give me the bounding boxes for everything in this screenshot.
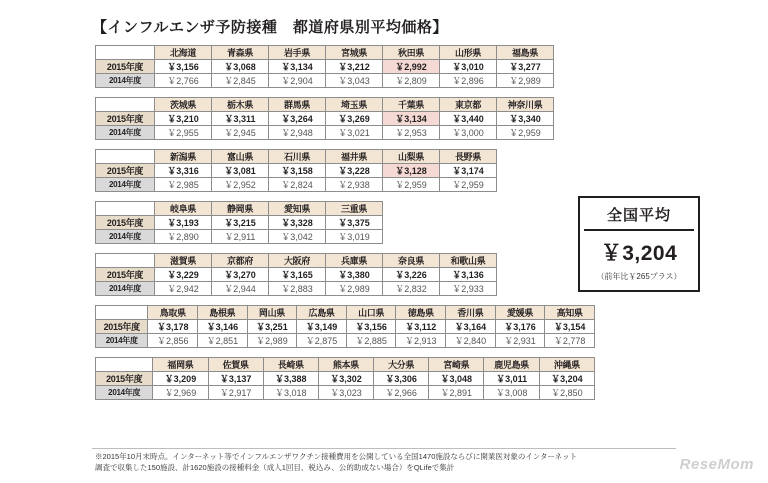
prefecture-header: 鹿児島県	[484, 358, 539, 372]
price-2015: ￥3,229	[155, 268, 212, 282]
price-2014: ￥2,959	[497, 126, 554, 140]
price-2014: ￥2,931	[495, 334, 545, 348]
price-2014: ￥2,890	[155, 230, 212, 244]
prefecture-header: 北海道	[155, 46, 212, 60]
price-2014: ￥3,043	[326, 74, 383, 88]
prefecture-header: 埼玉県	[326, 98, 383, 112]
table-row	[96, 320, 595, 334]
table-row	[96, 334, 595, 348]
price-2015: ￥3,048	[429, 372, 484, 386]
prefecture-header: 神奈川県	[497, 98, 554, 112]
footnote-divider	[92, 448, 676, 449]
prefecture-header: 山梨県	[383, 150, 440, 164]
prefecture-header: 群馬県	[269, 98, 326, 112]
prefecture-header: 鳥取県	[148, 306, 198, 320]
prefecture-block	[95, 305, 595, 348]
price-2015: ￥3,112	[396, 320, 446, 334]
price-2015: ￥3,388	[263, 372, 318, 386]
national-average-value: ￥3,204	[600, 242, 678, 265]
prefecture-header: 兵庫県	[326, 254, 383, 268]
price-2015: ￥3,137	[208, 372, 263, 386]
price-2014: ￥2,778	[545, 334, 595, 348]
prefecture-header: 徳島県	[396, 306, 446, 320]
price-2015: ￥3,306	[374, 372, 429, 386]
price-2014: ￥2,959	[383, 178, 440, 192]
table-row	[96, 386, 595, 400]
prefecture-block	[95, 97, 595, 140]
prefecture-table	[95, 357, 595, 400]
table-corner	[96, 202, 155, 216]
prefecture-block	[95, 149, 595, 192]
table-corner	[96, 306, 148, 320]
price-2014: ￥2,851	[198, 334, 248, 348]
price-2014: ￥2,944	[212, 282, 269, 296]
price-2015: ￥3,174	[440, 164, 497, 178]
price-2015: ￥3,226	[383, 268, 440, 282]
table-corner	[96, 254, 155, 268]
price-2014: ￥3,008	[484, 386, 539, 400]
prefecture-header: 長崎県	[263, 358, 318, 372]
row-label-2015: 2015年度	[96, 268, 155, 282]
price-2014: ￥2,766	[155, 74, 212, 88]
prefecture-header: 広島県	[297, 306, 347, 320]
price-2015: ￥3,212	[326, 60, 383, 74]
price-2014: ￥2,845	[212, 74, 269, 88]
national-average-sub: （前年比￥265プラス）	[596, 272, 682, 281]
price-2014: ￥2,850	[539, 386, 594, 400]
prefecture-header: 長野県	[440, 150, 497, 164]
price-2014: ￥3,019	[326, 230, 383, 244]
price-2015: ￥3,149	[297, 320, 347, 334]
prefecture-block	[95, 357, 595, 400]
prefecture-header: 青森県	[212, 46, 269, 60]
prefecture-header: 奈良県	[383, 254, 440, 268]
prefecture-header: 香川県	[446, 306, 496, 320]
price-2015: ￥3,156	[346, 320, 396, 334]
prefecture-header: 東京都	[440, 98, 497, 112]
prefecture-header: 宮城県	[326, 46, 383, 60]
prefecture-block	[95, 201, 595, 244]
prefecture-block	[95, 45, 595, 88]
prefecture-tables	[95, 45, 595, 409]
prefecture-header: 栃木県	[212, 98, 269, 112]
price-2014: ￥2,891	[429, 386, 484, 400]
prefecture-header: 新潟県	[155, 150, 212, 164]
price-2014: ￥3,023	[318, 386, 373, 400]
table-corner	[96, 358, 153, 372]
table-corner	[96, 150, 155, 164]
prefecture-header: 岩手県	[269, 46, 326, 60]
price-2014: ￥2,989	[326, 282, 383, 296]
price-2014: ￥2,938	[326, 178, 383, 192]
table-row	[96, 202, 383, 216]
row-label-2015: 2015年度	[96, 372, 153, 386]
price-2015: ￥3,146	[198, 320, 248, 334]
price-2015: ￥3,134	[269, 60, 326, 74]
price-2014: ￥2,917	[208, 386, 263, 400]
price-2014: ￥2,945	[212, 126, 269, 140]
prefecture-header: 秋田県	[383, 46, 440, 60]
price-2015: ￥3,010	[440, 60, 497, 74]
page-title: 【インフルエンザ予防接種 都道府県別平均価格】	[92, 19, 448, 36]
prefecture-header: 富山県	[212, 150, 269, 164]
row-label-2015: 2015年度	[96, 164, 155, 178]
price-2015: ￥3,164	[446, 320, 496, 334]
prefecture-header: 千葉県	[383, 98, 440, 112]
price-2014: ￥2,966	[374, 386, 429, 400]
prefecture-header: 熊本県	[318, 358, 373, 372]
prefecture-header: 宮崎県	[429, 358, 484, 372]
table-row	[96, 126, 554, 140]
price-2015: ￥3,269	[326, 112, 383, 126]
price-2014: ￥2,955	[155, 126, 212, 140]
price-2014: ￥2,885	[346, 334, 396, 348]
price-2015: ￥3,154	[545, 320, 595, 334]
prefecture-header: 岡山県	[247, 306, 297, 320]
table-row	[96, 98, 554, 112]
price-2015: ￥3,158	[269, 164, 326, 178]
prefecture-header: 滋賀県	[155, 254, 212, 268]
price-2015: ￥3,316	[155, 164, 212, 178]
price-2015: ￥2,992	[383, 60, 440, 74]
prefecture-table	[95, 97, 554, 140]
price-2015: ￥3,228	[326, 164, 383, 178]
price-2015: ￥3,068	[212, 60, 269, 74]
prefecture-header: 沖縄県	[539, 358, 594, 372]
price-2014: ￥2,840	[446, 334, 496, 348]
price-2014: ￥2,953	[383, 126, 440, 140]
price-2014: ￥2,969	[153, 386, 208, 400]
prefecture-header: 和歌山県	[440, 254, 497, 268]
prefecture-table	[95, 305, 595, 348]
prefecture-table	[95, 149, 497, 192]
prefecture-header: 茨城県	[155, 98, 212, 112]
price-2014: ￥2,933	[440, 282, 497, 296]
price-2014: ￥2,959	[440, 178, 497, 192]
price-2014: ￥2,942	[155, 282, 212, 296]
price-2015: ￥3,380	[326, 268, 383, 282]
price-2014: ￥2,904	[269, 74, 326, 88]
table-row	[96, 46, 554, 60]
prefecture-header: 静岡県	[212, 202, 269, 216]
table-corner	[96, 98, 155, 112]
price-2014: ￥2,948	[269, 126, 326, 140]
row-label-2014: 2014年度	[96, 386, 153, 400]
footnote-line-1: ※2015年10月末時点。インターネット等でインフルエンザワクチン接種費用を公開している全国1470施設ならびに開業医対象のインターネット	[95, 452, 578, 461]
prefecture-header: 愛知県	[269, 202, 326, 216]
row-label-2014: 2014年度	[96, 178, 155, 192]
prefecture-header: 島根県	[198, 306, 248, 320]
price-2015: ￥3,081	[212, 164, 269, 178]
row-label-2015: 2015年度	[96, 320, 148, 334]
table-row	[96, 306, 595, 320]
price-2015: ￥3,156	[155, 60, 212, 74]
prefecture-header: 山形県	[440, 46, 497, 60]
price-2015: ￥3,011	[484, 372, 539, 386]
price-2015: ￥3,328	[269, 216, 326, 230]
price-2015: ￥3,251	[247, 320, 297, 334]
row-label-2015: 2015年度	[96, 216, 155, 230]
price-2014: ￥2,875	[297, 334, 347, 348]
table-row	[96, 268, 497, 282]
prefecture-header: 岐阜県	[155, 202, 212, 216]
price-2014: ￥2,896	[440, 74, 497, 88]
table-row	[96, 230, 383, 244]
table-row	[96, 358, 595, 372]
row-label-2014: 2014年度	[96, 334, 148, 348]
price-2015: ￥3,209	[153, 372, 208, 386]
table-row	[96, 254, 497, 268]
table-row	[96, 112, 554, 126]
table-corner	[96, 46, 155, 60]
price-2014: ￥2,989	[497, 74, 554, 88]
table-row	[96, 150, 497, 164]
table-row	[96, 282, 497, 296]
prefecture-header: 高知県	[545, 306, 595, 320]
prefecture-header: 三重県	[326, 202, 383, 216]
prefecture-block	[95, 253, 595, 296]
price-2015: ￥3,311	[212, 112, 269, 126]
price-2015: ￥3,178	[148, 320, 198, 334]
row-label-2014: 2014年度	[96, 74, 155, 88]
row-label-2014: 2014年度	[96, 282, 155, 296]
prefecture-table	[95, 201, 383, 244]
prefecture-header: 福島県	[497, 46, 554, 60]
row-label-2014: 2014年度	[96, 126, 155, 140]
price-2015: ￥3,128	[383, 164, 440, 178]
price-2014: ￥2,985	[155, 178, 212, 192]
price-2014: ￥2,989	[247, 334, 297, 348]
price-2015: ￥3,165	[269, 268, 326, 282]
price-2014: ￥2,913	[396, 334, 446, 348]
price-2014: ￥2,952	[212, 178, 269, 192]
price-2014: ￥3,018	[263, 386, 318, 400]
prefecture-header: 京都府	[212, 254, 269, 268]
price-2014: ￥2,809	[383, 74, 440, 88]
footnote	[95, 452, 655, 474]
prefecture-header: 石川県	[269, 150, 326, 164]
row-label-2014: 2014年度	[96, 230, 155, 244]
price-2014: ￥3,021	[326, 126, 383, 140]
row-label-2015: 2015年度	[96, 60, 155, 74]
table-row	[96, 164, 497, 178]
prefecture-header: 福岡県	[153, 358, 208, 372]
table-row	[96, 372, 595, 386]
price-2014: ￥2,824	[269, 178, 326, 192]
price-2014: ￥2,911	[212, 230, 269, 244]
price-2014: ￥2,832	[383, 282, 440, 296]
table-row	[96, 216, 383, 230]
footnote-line-2: 調査で収集した150施設、計1620施設の接種料金（成人1回目、税込み、公的助成ない場合）をQLifeで集計	[95, 462, 455, 472]
price-2015: ￥3,204	[539, 372, 594, 386]
price-2015: ￥3,210	[155, 112, 212, 126]
price-2015: ￥3,270	[212, 268, 269, 282]
prefecture-header: 福井県	[326, 150, 383, 164]
prefecture-header: 山口県	[346, 306, 396, 320]
price-2015: ￥3,176	[495, 320, 545, 334]
price-2015: ￥3,136	[440, 268, 497, 282]
prefecture-header: 大阪府	[269, 254, 326, 268]
prefecture-header: 愛媛県	[495, 306, 545, 320]
price-2014: ￥3,000	[440, 126, 497, 140]
price-2015: ￥3,375	[326, 216, 383, 230]
price-2014: ￥2,856	[148, 334, 198, 348]
price-2015: ￥3,134	[383, 112, 440, 126]
national-average-box	[578, 196, 700, 292]
price-2015: ￥3,215	[212, 216, 269, 230]
prefecture-table	[95, 253, 497, 296]
table-row	[96, 60, 554, 74]
price-2015: ￥3,340	[497, 112, 554, 126]
price-2015: ￥3,302	[318, 372, 373, 386]
national-average-label: 全国平均	[584, 202, 694, 231]
watermark: ReseMom	[679, 456, 754, 473]
prefecture-table	[95, 45, 554, 88]
prefecture-header: 佐賀県	[208, 358, 263, 372]
price-2015: ￥3,277	[497, 60, 554, 74]
price-2014: ￥2,883	[269, 282, 326, 296]
price-2015: ￥3,440	[440, 112, 497, 126]
row-label-2015: 2015年度	[96, 112, 155, 126]
table-row	[96, 178, 497, 192]
table-row	[96, 74, 554, 88]
price-2015: ￥3,193	[155, 216, 212, 230]
price-2015: ￥3,264	[269, 112, 326, 126]
prefecture-header: 大分県	[374, 358, 429, 372]
price-2014: ￥3,042	[269, 230, 326, 244]
